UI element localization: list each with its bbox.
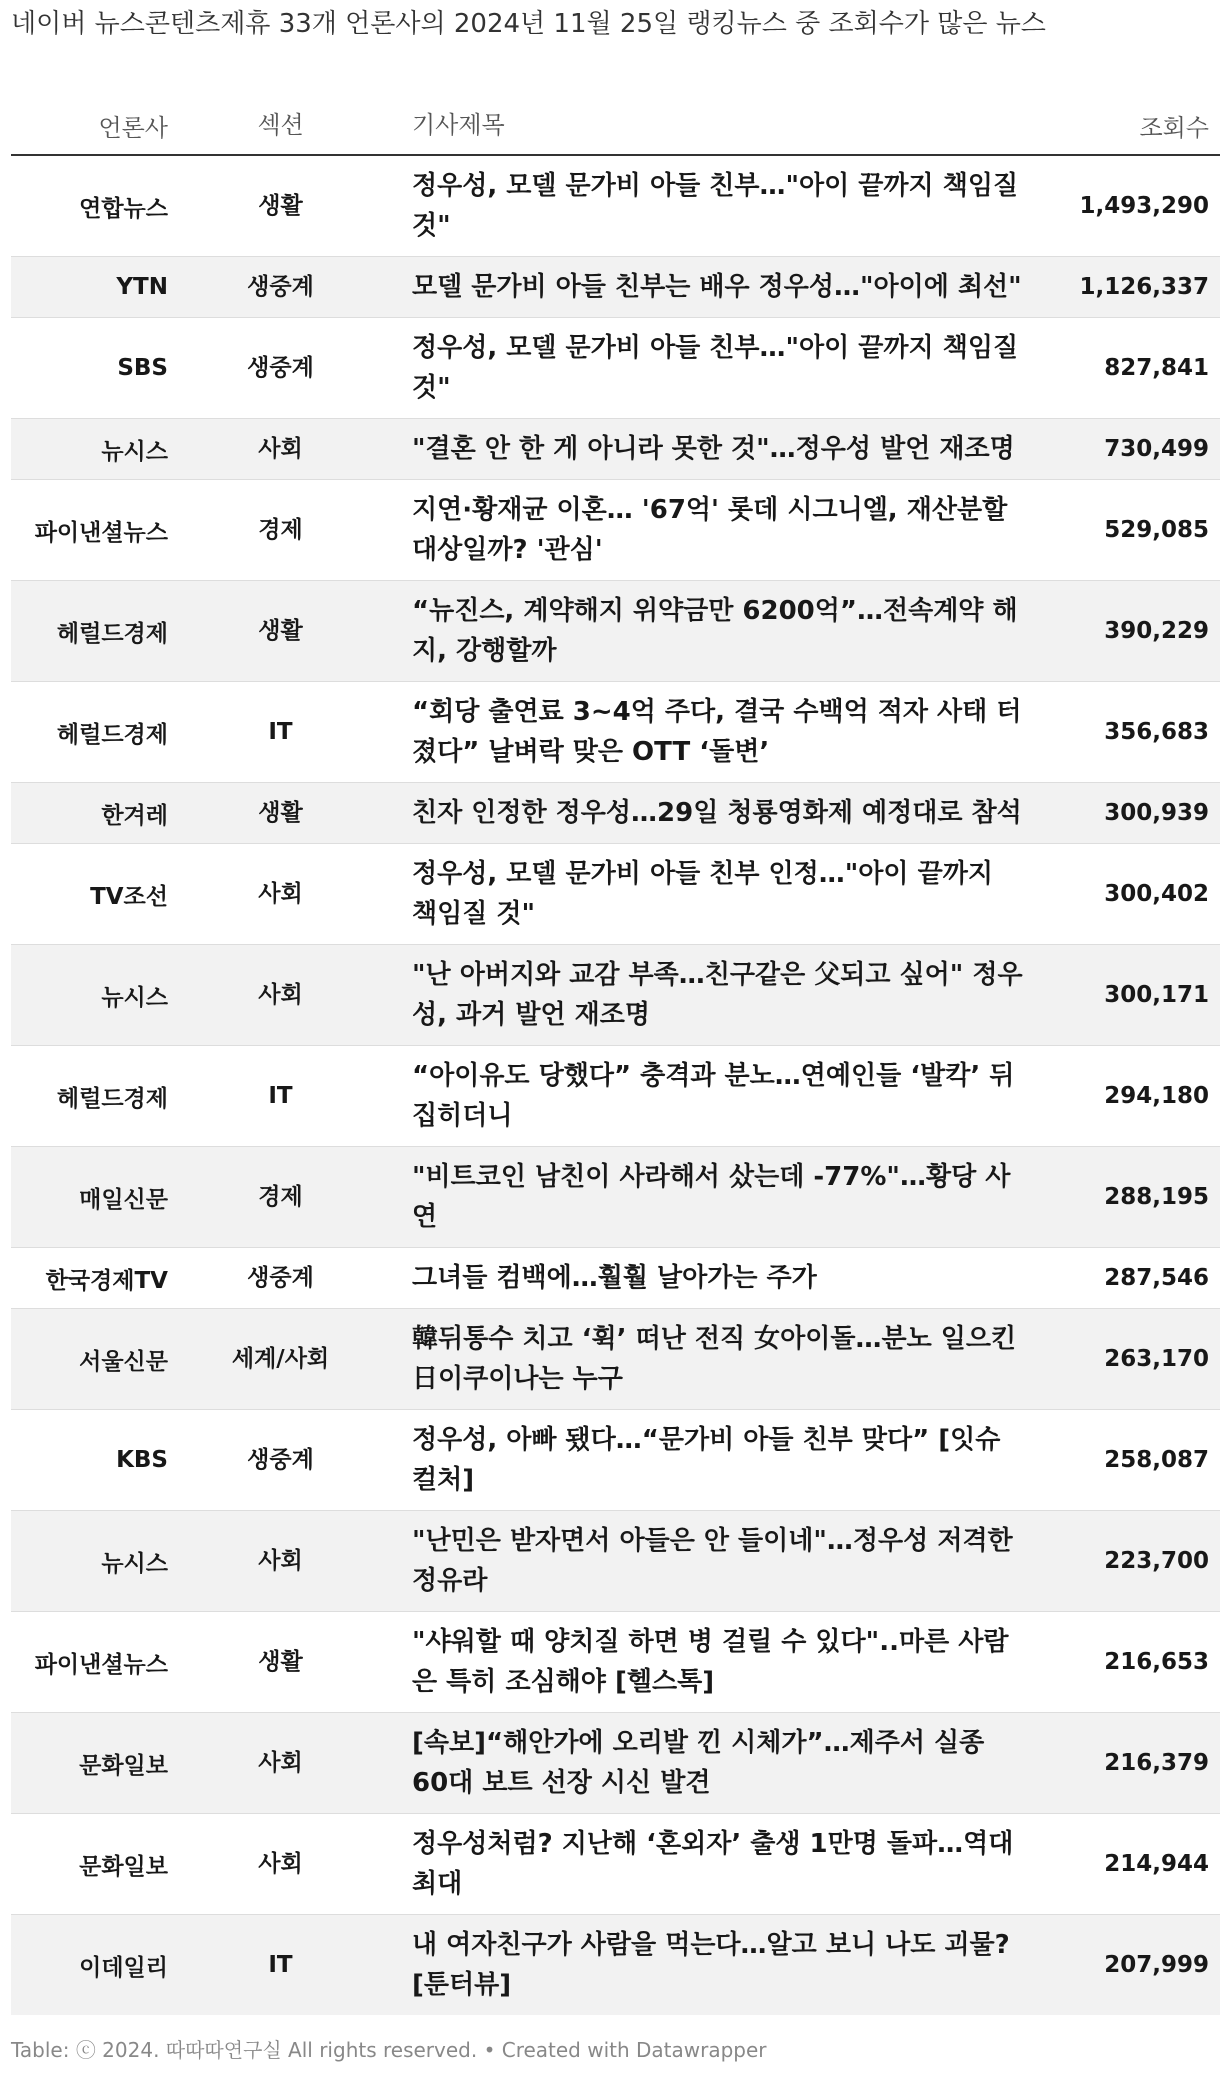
- table-header-row: [11, 96, 1220, 155]
- row-gap-cell: [393, 1147, 412, 1248]
- section-label: 생중계: [247, 355, 314, 381]
- publisher-cell: TV조선: [11, 844, 168, 945]
- row-gap-cell: [393, 844, 412, 945]
- row-gap-cell: [393, 1915, 412, 2016]
- section-cell: [168, 1511, 393, 1612]
- table-row: [11, 945, 1220, 1046]
- section-label: IT: [268, 1083, 293, 1109]
- section-cell: [168, 257, 393, 318]
- section-label: 경제: [258, 1184, 303, 1210]
- publisher-cell: 문화일보: [11, 1713, 168, 1814]
- views-cell: 287,546: [1024, 1248, 1220, 1309]
- table-row: [11, 155, 1220, 257]
- section-label: 사회: [258, 1851, 303, 1877]
- section-cell: [168, 1612, 393, 1713]
- column-header-section[interactable]: 섹션: [168, 96, 393, 155]
- table-row: [11, 480, 1220, 581]
- row-gap-cell: [393, 480, 412, 581]
- headline-cell[interactable]: 정우성, 아빠 됐다…“문가비 아들 친부 맞다” [잇슈 컬처]: [412, 1410, 1024, 1511]
- section-label: 생중계: [247, 1265, 314, 1291]
- views-cell: 300,939: [1024, 783, 1220, 844]
- table-row: [11, 1612, 1220, 1713]
- headline-cell[interactable]: 모델 문가비 아들 친부는 배우 정우성…"아이에 최선": [412, 257, 1024, 318]
- section-label: 세계/사회: [231, 1346, 330, 1372]
- section-cell: [168, 1248, 393, 1309]
- row-gap-cell: [393, 1713, 412, 1814]
- views-cell: 730,499: [1024, 419, 1220, 480]
- section-cell: [168, 945, 393, 1046]
- headline-cell[interactable]: “회당 출연료 3~4억 주다, 결국 수백억 적자 사태 터졌다” 날벼락 맞은 OTT ‘돌변’: [412, 682, 1024, 783]
- headline-cell[interactable]: 내 여자친구가 사람을 먹는다…알고 보니 나도 괴물? [툰터뷰]: [412, 1915, 1024, 2016]
- section-cell: [168, 1814, 393, 1915]
- section-cell: [168, 1046, 393, 1147]
- row-gap-cell: [393, 419, 412, 480]
- headline-cell[interactable]: 정우성처럼? 지난해 ‘혼외자’ 출생 1만명 돌파…역대 최대: [412, 1814, 1024, 1915]
- section-cell: [168, 318, 393, 419]
- table-body: [11, 155, 1220, 2015]
- table-row: [11, 682, 1220, 783]
- table-row: [11, 1511, 1220, 1612]
- table-row: [11, 1713, 1220, 1814]
- section-label: 생중계: [247, 274, 314, 300]
- headline-cell[interactable]: “뉴진스, 계약해지 위약금만 6200억”…전속계약 해지, 강행할까: [412, 581, 1024, 682]
- headline-cell[interactable]: 지연·황재균 이혼… '67억' 롯데 시그니엘, 재산분할 대상일까? '관심': [412, 480, 1024, 581]
- ranking-table: [11, 96, 1220, 2015]
- table-row: [11, 783, 1220, 844]
- section-label: 사회: [258, 436, 303, 462]
- section-label: 사회: [258, 1750, 303, 1776]
- publisher-cell: 헤럴드경제: [11, 581, 168, 682]
- publisher-cell: 매일신문: [11, 1147, 168, 1248]
- publisher-cell: 뉴시스: [11, 419, 168, 480]
- publisher-cell: 뉴시스: [11, 945, 168, 1046]
- table-row: [11, 1309, 1220, 1410]
- section-cell: [168, 419, 393, 480]
- publisher-cell: SBS: [11, 318, 168, 419]
- section-cell: [168, 1713, 393, 1814]
- headline-cell[interactable]: "난 아버지와 교감 부족…친구같은 父되고 싶어" 정우성, 과거 발언 재조명: [412, 945, 1024, 1046]
- views-cell: 216,379: [1024, 1713, 1220, 1814]
- section-label: 생중계: [247, 1447, 314, 1473]
- section-label: 생활: [258, 800, 303, 826]
- row-gap-cell: [393, 257, 412, 318]
- publisher-cell: 한겨레: [11, 783, 168, 844]
- headline-cell[interactable]: "샤워할 때 양치질 하면 병 걸릴 수 있다"..마른 사람은 특히 조심해야 [헬스톡]: [412, 1612, 1024, 1713]
- section-label: 사회: [258, 881, 303, 907]
- headline-cell[interactable]: 정우성, 모델 문가비 아들 친부…"아이 끝까지 책임질 것": [412, 318, 1024, 419]
- headline-cell[interactable]: “아이유도 당했다” 충격과 분노…연예인들 ‘발칵’ 뒤집히더니: [412, 1046, 1024, 1147]
- views-cell: 216,653: [1024, 1612, 1220, 1713]
- table-row: [11, 1915, 1220, 2016]
- row-gap-cell: [393, 682, 412, 783]
- publisher-cell: YTN: [11, 257, 168, 318]
- row-gap-cell: [393, 783, 412, 844]
- headline-cell[interactable]: 친자 인정한 정우성…29일 청룡영화제 예정대로 참석: [412, 783, 1024, 844]
- row-gap-cell: [393, 1046, 412, 1147]
- views-cell: 258,087: [1024, 1410, 1220, 1511]
- row-gap-cell: [393, 945, 412, 1046]
- section-label: 생활: [258, 1649, 303, 1675]
- headline-cell[interactable]: [속보]“해안가에 오리발 낀 시체가”…제주서 실종 60대 보트 선장 시신 발견: [412, 1713, 1024, 1814]
- views-cell: 300,171: [1024, 945, 1220, 1046]
- publisher-cell: 연합뉴스: [79, 195, 168, 222]
- views-cell: 356,683: [1024, 682, 1220, 783]
- section-label: 생활: [258, 618, 303, 644]
- section-cell: [168, 1915, 393, 2016]
- section-label: 경제: [258, 517, 303, 543]
- headline-cell[interactable]: "결혼 안 한 게 아니라 못한 것"…정우성 발언 재조명: [412, 419, 1024, 480]
- column-gap: [393, 96, 412, 155]
- section-cell: [168, 1147, 393, 1248]
- table-row: [11, 1046, 1220, 1147]
- views-cell: 223,700: [1024, 1511, 1220, 1612]
- views-cell: 390,229: [1024, 581, 1220, 682]
- views-cell: 300,402: [1024, 844, 1220, 945]
- section-cell: [168, 1410, 393, 1511]
- table-row: [11, 1147, 1220, 1248]
- table-row: [11, 581, 1220, 682]
- publisher-cell: 서울신문: [11, 1309, 168, 1410]
- table-row: [11, 844, 1220, 945]
- headline-cell[interactable]: "비트코인 남친이 사라해서 샀는데 -77%"…황당 사연: [412, 1147, 1024, 1248]
- row-gap-cell: [393, 155, 412, 257]
- table-title: 네이버 뉴스콘텐츠제휴 33개 언론사의 2024년 11월 25일 랭킹뉴스 중 조회수가 많은 뉴스: [11, 9, 1046, 39]
- publisher-cell: 문화일보: [11, 1814, 168, 1915]
- section-label: 사회: [258, 1548, 303, 1574]
- headline-cell[interactable]: 韓뒤통수 치고 ‘휙’ 떠난 전직 女아이돌…분노 일으킨 日이쿠이나는 누구: [412, 1309, 1024, 1410]
- headline-cell[interactable]: 그녀들 컴백에…훨훨 날아가는 주가: [412, 1248, 1024, 1309]
- publisher-cell: 파이낸셜뉴스: [11, 480, 168, 581]
- views-cell: 214,944: [1024, 1814, 1220, 1915]
- row-gap-cell: [393, 1612, 412, 1713]
- views-cell: 294,180: [1024, 1046, 1220, 1147]
- publisher-cell: 이데일리: [11, 1915, 168, 2016]
- table-row: [11, 1410, 1220, 1511]
- column-header-publisher[interactable]: 언론사: [11, 96, 168, 155]
- table-footer: Table: ⓒ 2024. 따따따연구실 All rights reserved. • Created with Datawrapper: [11, 2038, 767, 2062]
- views-cell: 288,195: [1024, 1147, 1220, 1248]
- section-cell: [168, 783, 393, 844]
- table-row: [11, 257, 1220, 318]
- publisher-cell: 헤럴드경제: [11, 1046, 168, 1147]
- row-gap-cell: [393, 1309, 412, 1410]
- row-gap-cell: [393, 318, 412, 419]
- row-gap-cell: [393, 1248, 412, 1309]
- views-cell: 1,493,290: [1079, 193, 1209, 219]
- row-gap-cell: [393, 581, 412, 682]
- views-cell: 263,170: [1024, 1309, 1220, 1410]
- views-cell: 827,841: [1024, 318, 1220, 419]
- section-label: 생활: [258, 193, 303, 219]
- column-header-views[interactable]: 조회수: [1024, 96, 1220, 155]
- publisher-cell: KBS: [11, 1410, 168, 1511]
- table-row: [11, 318, 1220, 419]
- headline-cell[interactable]: 정우성, 모델 문가비 아들 친부 인정…"아이 끝까지 책임질 것": [412, 844, 1024, 945]
- section-label: 사회: [258, 982, 303, 1008]
- views-cell: 529,085: [1024, 480, 1220, 581]
- section-cell: [168, 844, 393, 945]
- section-cell: [168, 581, 393, 682]
- section-cell: [168, 155, 393, 257]
- row-gap-cell: [393, 1511, 412, 1612]
- section-cell: [168, 480, 393, 581]
- column-header-headline[interactable]: 기사제목: [412, 96, 1024, 155]
- publisher-cell: 한국경제TV: [11, 1248, 168, 1309]
- row-gap-cell: [393, 1814, 412, 1915]
- table-row: [11, 1248, 1220, 1309]
- table-row: [11, 419, 1220, 480]
- headline-cell[interactable]: "난민은 받자면서 아들은 안 들이네"…정우성 저격한 정유라: [412, 1511, 1024, 1612]
- views-cell: 207,999: [1024, 1915, 1220, 2016]
- table-row: [11, 1814, 1220, 1915]
- section-label: IT: [268, 1952, 293, 1978]
- publisher-cell: 뉴시스: [11, 1511, 168, 1612]
- headline-cell[interactable]: 정우성, 모델 문가비 아들 친부…"아이 끝까지 책임질 것": [412, 171, 1019, 241]
- section-cell: [168, 682, 393, 783]
- publisher-cell: 파이낸셜뉴스: [11, 1612, 168, 1713]
- publisher-cell: 헤럴드경제: [11, 682, 168, 783]
- row-gap-cell: [393, 1410, 412, 1511]
- section-cell: [168, 1309, 393, 1410]
- views-cell: 1,126,337: [1024, 257, 1220, 318]
- section-label: IT: [268, 719, 293, 745]
